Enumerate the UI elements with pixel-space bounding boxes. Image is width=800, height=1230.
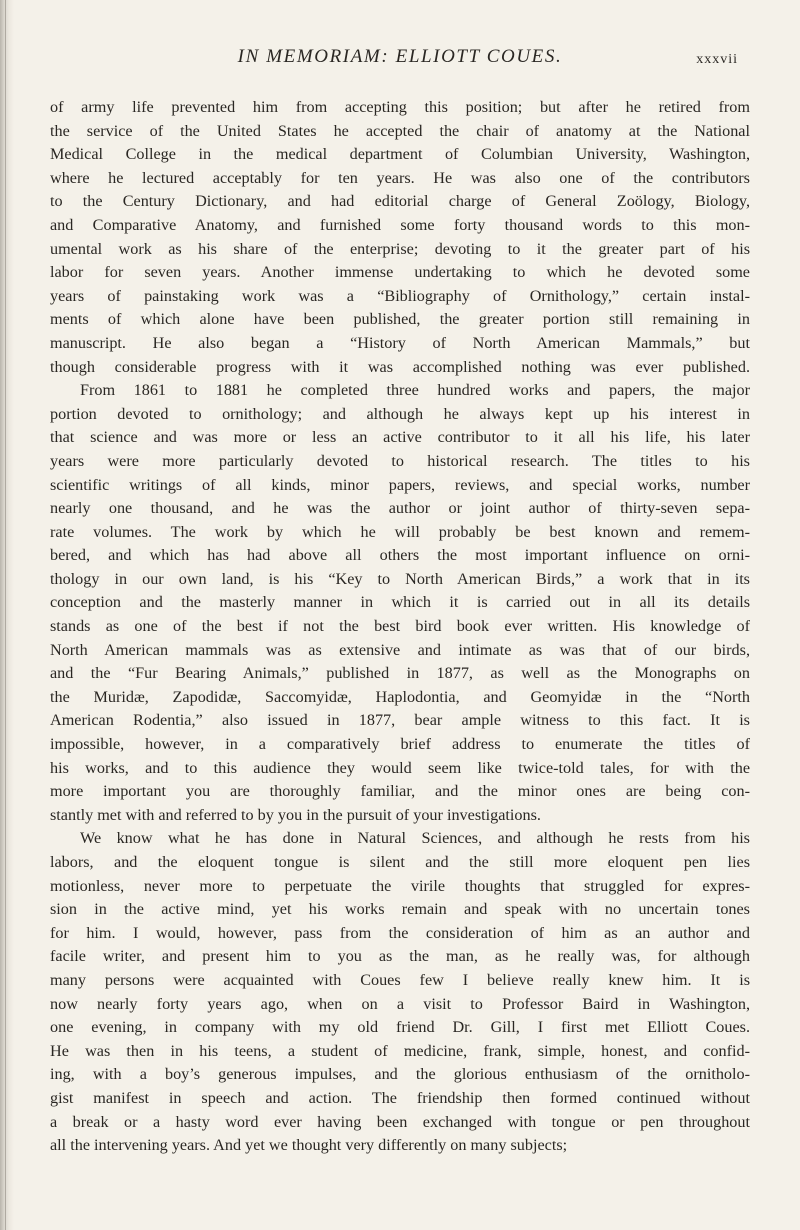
text-line: one evening, in company with my old friend Dr. Gill, I first met Elliott Coues. [50,1018,750,1037]
text-line: labor for seven years. Another immense undertaking to which he devoted some [50,263,750,282]
text-line: stands as one of the best if not the best bird book ever written. His knowledge of [50,617,750,636]
text-line: facile writer, and present him to you as the man, as he really was, for although [50,947,750,966]
page-number: xxxvii [696,52,738,67]
text-line: conception and the masterly manner in which it is carried out in all its details [50,593,750,612]
binding-line [5,0,6,1230]
text-line: and Comparative Anatomy, and furnished some forty thousand words to this mon- [50,215,750,234]
page-header [0,46,800,76]
text-line: though considerable progress with it was accomplished nothing was ever published. [50,357,750,376]
text-line: scientific writings of all kinds, minor papers, reviews, and special works, number [50,475,750,494]
text-line: portion devoted to ornithology; and although he always kept up his interest in [50,404,750,423]
text-line: where he lectured acceptably for ten years. He was also one of the contributors [50,168,750,187]
text-line: Medical College in the medical department of Columbian University, Washington, [50,145,750,164]
text-line: He was then in his teens, a student of medicine, frank, simple, honest, and confid- [50,1041,750,1060]
text-line: to the Century Dictionary, and had editorial charge of General Zoölogy, Biology, [50,192,750,211]
text-line: North American mammals was as extensive and intimate as was that of our birds, [50,640,750,659]
text-line: manuscript. He also began a “History of North American Mammals,” but [50,333,750,352]
text-line: nearly one thousand, and he was the author or joint author of thirty-seven sepa- [50,499,750,518]
text-line: a break or a hasty word ever having been exchanged with tongue or pen throughout [50,1112,750,1131]
text-line: thology in our own land, is his “Key to North American Birds,” a work that in its [50,569,750,588]
text-line: more important you are thoroughly familiar, and the minor ones are being con- [50,782,750,801]
text-line: his works, and to this audience they would seem like twice-told tales, for with the [50,758,750,777]
text-line: for him. I would, however, pass from the consideration of him as an author and [50,923,750,942]
text-line: and the “Fur Bearing Animals,” published in 1877, as well as the Monographs on [50,664,750,683]
binding-edge [0,0,14,1230]
text-line: the Muridæ, Zapodidæ, Saccomyidæ, Haplodontia, and Geomyidæ in the “North [50,687,750,706]
text-line: rate volumes. The work by which he will probably be best known and remem- [50,522,750,541]
text-line: now nearly forty years ago, when on a visit to Professor Baird in Washington, [50,994,750,1013]
text-line: bered, and which has had above all others the most important influence on orni- [50,546,750,565]
text-line: the service of the United States he accepted the chair of anatomy at the National [50,121,750,140]
text-line: stantly met with and referred to by you in the pursuit of your investigations. [50,805,541,824]
body-text [50,96,750,1158]
text-line: gist manifest in speech and action. The friendship then formed continued without [50,1088,750,1107]
text-line: umental work as his share of the enterprise; devoting to it the greater part of his [50,239,750,258]
text-line: years of painstaking work was a “Bibliography of Ornithology,” certain instal- [50,286,750,305]
text-line: motionless, never more to perpetuate the virile thoughts that struggled for expres- [50,876,750,895]
text-line: American Rodentia,” also issued in 1877, bear ample witness to this fact. It is [50,711,750,730]
text-line: of army life prevented him from accepting this position; but after he retired from [50,98,750,116]
text-line: all the intervening years. And yet we thought very differently on many subjects; [50,1136,568,1155]
text-line: impossible, however, in a comparatively brief address to enumerate the titles of [50,735,750,754]
text-line: labors, and the eloquent tongue is silent and the still more eloquent pen lies [50,853,750,871]
text-line: ing, with a boy’s generous impulses, and the glorious enthusiasm of the ornitholo- [50,1065,750,1084]
text-line: that science and was more or less an active contributor to it all his life, his later [50,428,750,447]
text-line: We know what he has done in Natural Sciences, and although he rests from his [80,829,750,848]
text-line: sion in the active mind, yet his works remain and speak with no uncertain tones [50,900,750,919]
running-head: IN MEMORIAM: ELLIOTT COUES. [237,46,563,67]
text-line: many persons were acquainted with Coues few I believe really knew him. It is [50,970,750,989]
text-line: From 1861 to 1881 he completed three hundred works and papers, the major [80,381,750,400]
text-line: ments of which alone have been published, the greater portion still remaining in [50,310,750,329]
text-line: years were more particularly devoted to historical research. The titles to his [50,451,750,470]
